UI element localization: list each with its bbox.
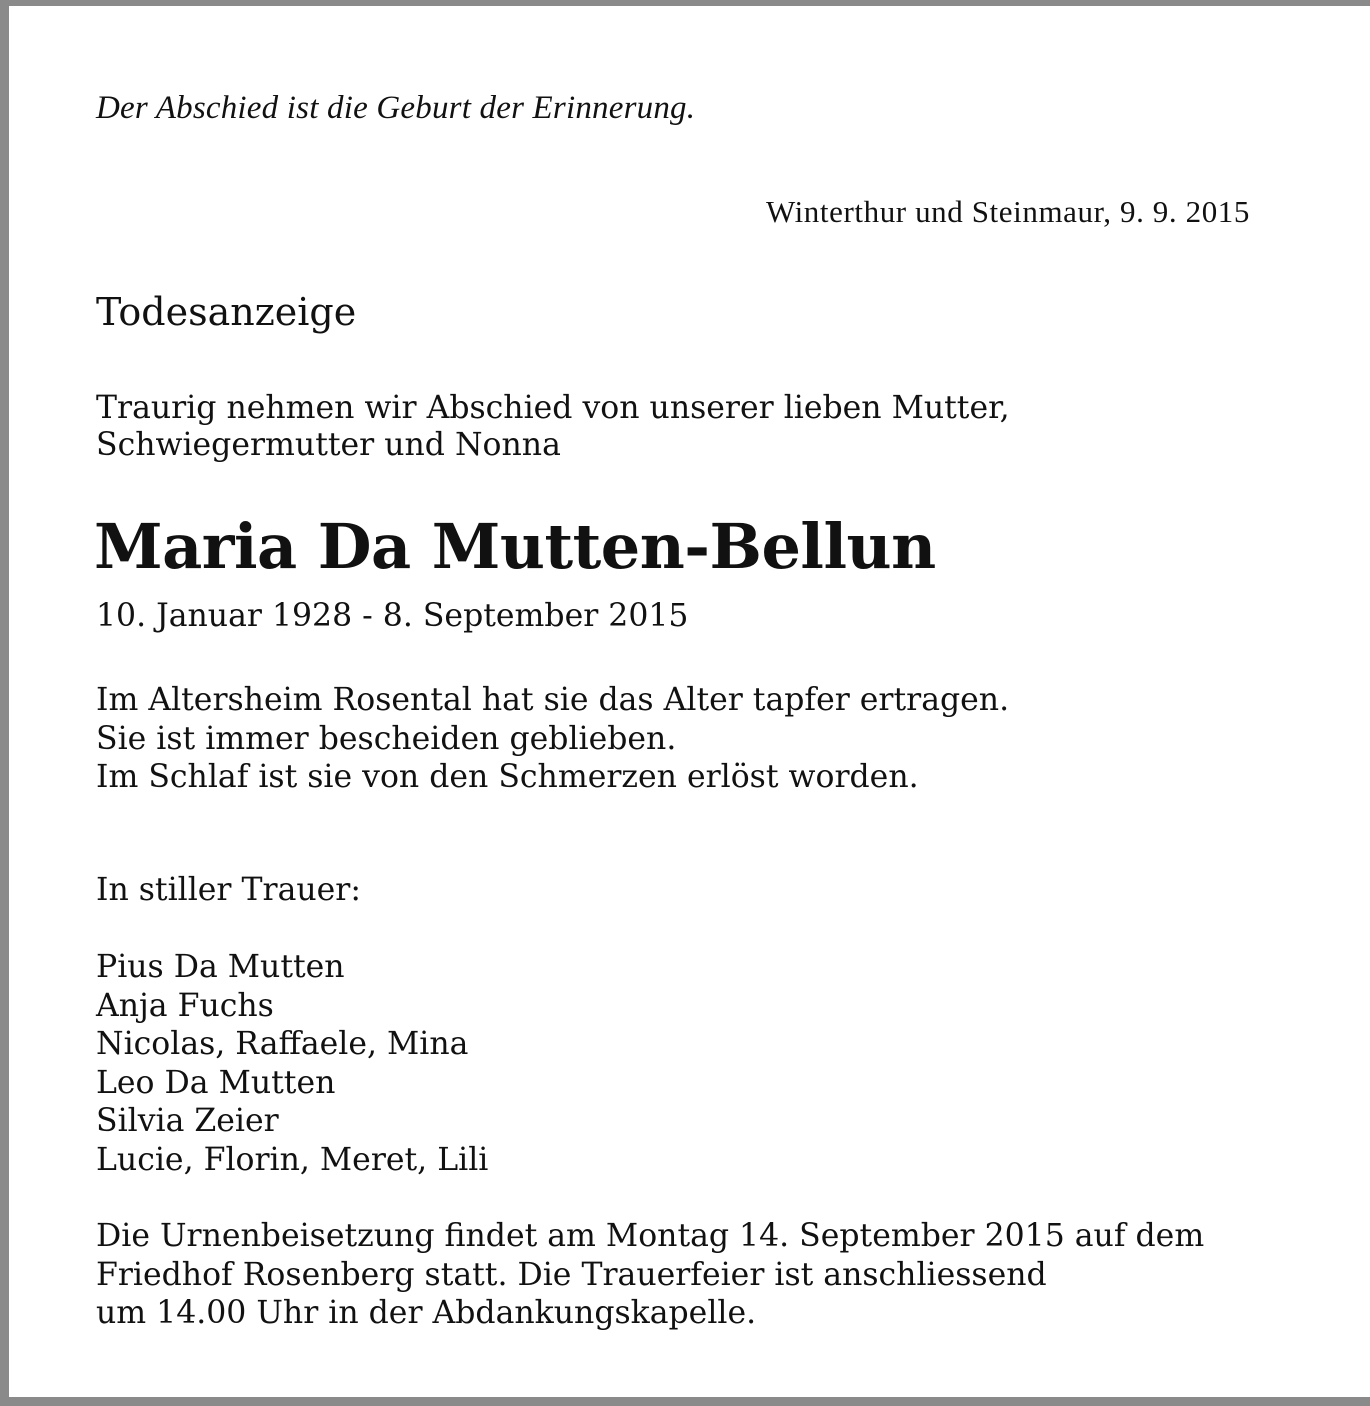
intro-text <box>96 390 1010 464</box>
mourner-entry: Leo Da Mutten <box>96 1064 336 1101</box>
mourner-entry: Lucie, Florin, Meret, Lili <box>96 1141 489 1178</box>
mourning-label: In stiller Trauer: <box>96 872 361 908</box>
intro-line: Traurig nehmen wir Abschied von unserer lieben Mutter, <box>96 390 1010 426</box>
memorial-text <box>96 681 1009 797</box>
ceremony-line: Friedhof Rosenberg statt. Die Trauerfeier ist anschliessend <box>96 1256 1047 1293</box>
intro-line: Schwiegermutter und Nonna <box>96 427 561 463</box>
notice-heading: Todesanzeige <box>96 290 357 334</box>
mourners-list <box>96 948 488 1179</box>
place-and-date: Winterthur und Steinmaur, 9. 9. 2015 <box>765 194 1250 229</box>
mourner-entry: Pius Da Mutten <box>96 949 345 985</box>
deceased-name: Maria Da Mutten-Bellun <box>94 510 936 583</box>
mourner-entry: Nicolas, Raffaele, Mina <box>96 1026 469 1062</box>
motto-quote: Der Abschied ist die Geburt der Erinnerung. <box>96 90 696 126</box>
ceremony-info <box>96 1217 1204 1333</box>
mourner-entry: Silvia Zeier <box>96 1103 279 1139</box>
ceremony-line: Die Urnenbeisetzung findet am Montag 14. September 2015 auf dem <box>96 1218 1205 1254</box>
memorial-line: Im Altersheim Rosental hat sie das Alter tapfer ertragen. <box>96 682 1010 718</box>
life-dates: 10. Januar 1928 - 8. September 2015 <box>96 598 689 634</box>
memorial-line: Sie ist immer bescheiden geblieben. <box>96 720 677 757</box>
memorial-line: Im Schlaf ist sie von den Schmerzen erlöst worden. <box>96 759 919 795</box>
ceremony-line: um 14.00 Uhr in der Abdankungskapelle. <box>96 1295 757 1331</box>
mourner-entry: Anja Fuchs <box>96 987 274 1024</box>
